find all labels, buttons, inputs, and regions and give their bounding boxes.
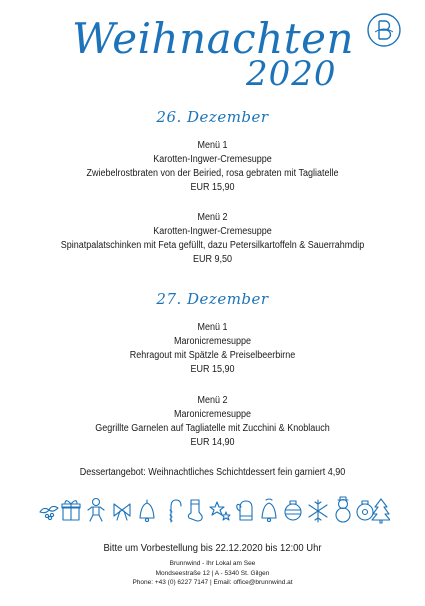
gift-icon	[62, 501, 80, 520]
ornament-icon	[285, 501, 301, 520]
menu-price: EUR 15,90	[190, 364, 235, 375]
menu-price: EUR 15,90	[190, 182, 235, 193]
menu-block	[0, 139, 425, 195]
menu-name: Menü 1	[197, 140, 228, 151]
snowflake-icon	[309, 500, 327, 522]
menu-course: Maronicremesuppe	[173, 336, 252, 347]
menu-course: Maronicremesuppe	[173, 409, 252, 420]
footer-line: Brunnwind - Ihr Lokal am See	[169, 560, 256, 567]
title-weihnachten: Weihnachten	[72, 14, 355, 63]
mitten-icon	[237, 501, 252, 520]
menu-course: Spinatpalatschinken mit Feta gefüllt, dazu Petersilkartoffeln & Sauerrahmdip	[60, 240, 365, 251]
snowman-icon	[336, 497, 350, 522]
footer-line: Mondseestraße 12 | A - 5340 St. Gilgen	[155, 569, 270, 577]
stars-icon	[210, 502, 230, 520]
bow-icon	[114, 504, 130, 520]
day-heading-27: 27. Dezember	[156, 290, 269, 308]
bell-icon	[262, 499, 276, 522]
title-year: 2020	[246, 54, 337, 94]
stocking-icon	[188, 500, 202, 521]
menu-name: Menü 2	[197, 212, 228, 223]
bell-icon	[140, 500, 154, 522]
dessert-offer: Dessertangebot: Weihnachtliches Schichtdessert fein garniert 4,90	[79, 467, 346, 478]
candy-cane-icon	[170, 500, 181, 522]
menu-course: Zwiebelrostbraten von der Beiried, rosa gebraten mit Tagliatelle	[86, 168, 339, 179]
menu-block	[0, 321, 425, 377]
footer-line: Phone: +43 (0) 6227 7147 | Email: office@brunnwind.at	[132, 579, 293, 586]
menu-block	[0, 394, 425, 450]
ornament-icon	[357, 501, 373, 520]
menu-price: EUR 14,90	[190, 437, 235, 448]
menu-name: Menü 1	[197, 322, 228, 333]
brunnwind-b-logo-icon	[366, 12, 402, 48]
menu-block	[0, 211, 425, 267]
menu-name: Menü 2	[197, 395, 228, 406]
menu-price: EUR 9,50	[192, 254, 233, 265]
day-heading-26: 26. Dezember	[156, 108, 269, 126]
holly-icon	[40, 506, 58, 519]
menu-course: Gegrillte Garnelen auf Tagliatelle mit Zucchini & Knoblauch	[95, 423, 330, 434]
reservation-note: Bitte um Vorbestellung bis 22.12.2020 bis 12:00 Uhr	[103, 542, 322, 554]
christmas-decoration-row	[38, 496, 390, 524]
menu-course: Karotten-Ingwer-Cremesuppe	[153, 154, 272, 165]
footer-contact	[0, 559, 425, 588]
menu-course: Rehragout mit Spätzle & Preiselbeerbirne	[129, 350, 296, 361]
menu-course: Karotten-Ingwer-Cremesuppe	[153, 226, 272, 237]
gingerbread-icon	[88, 499, 104, 522]
tree-icon	[372, 499, 390, 523]
